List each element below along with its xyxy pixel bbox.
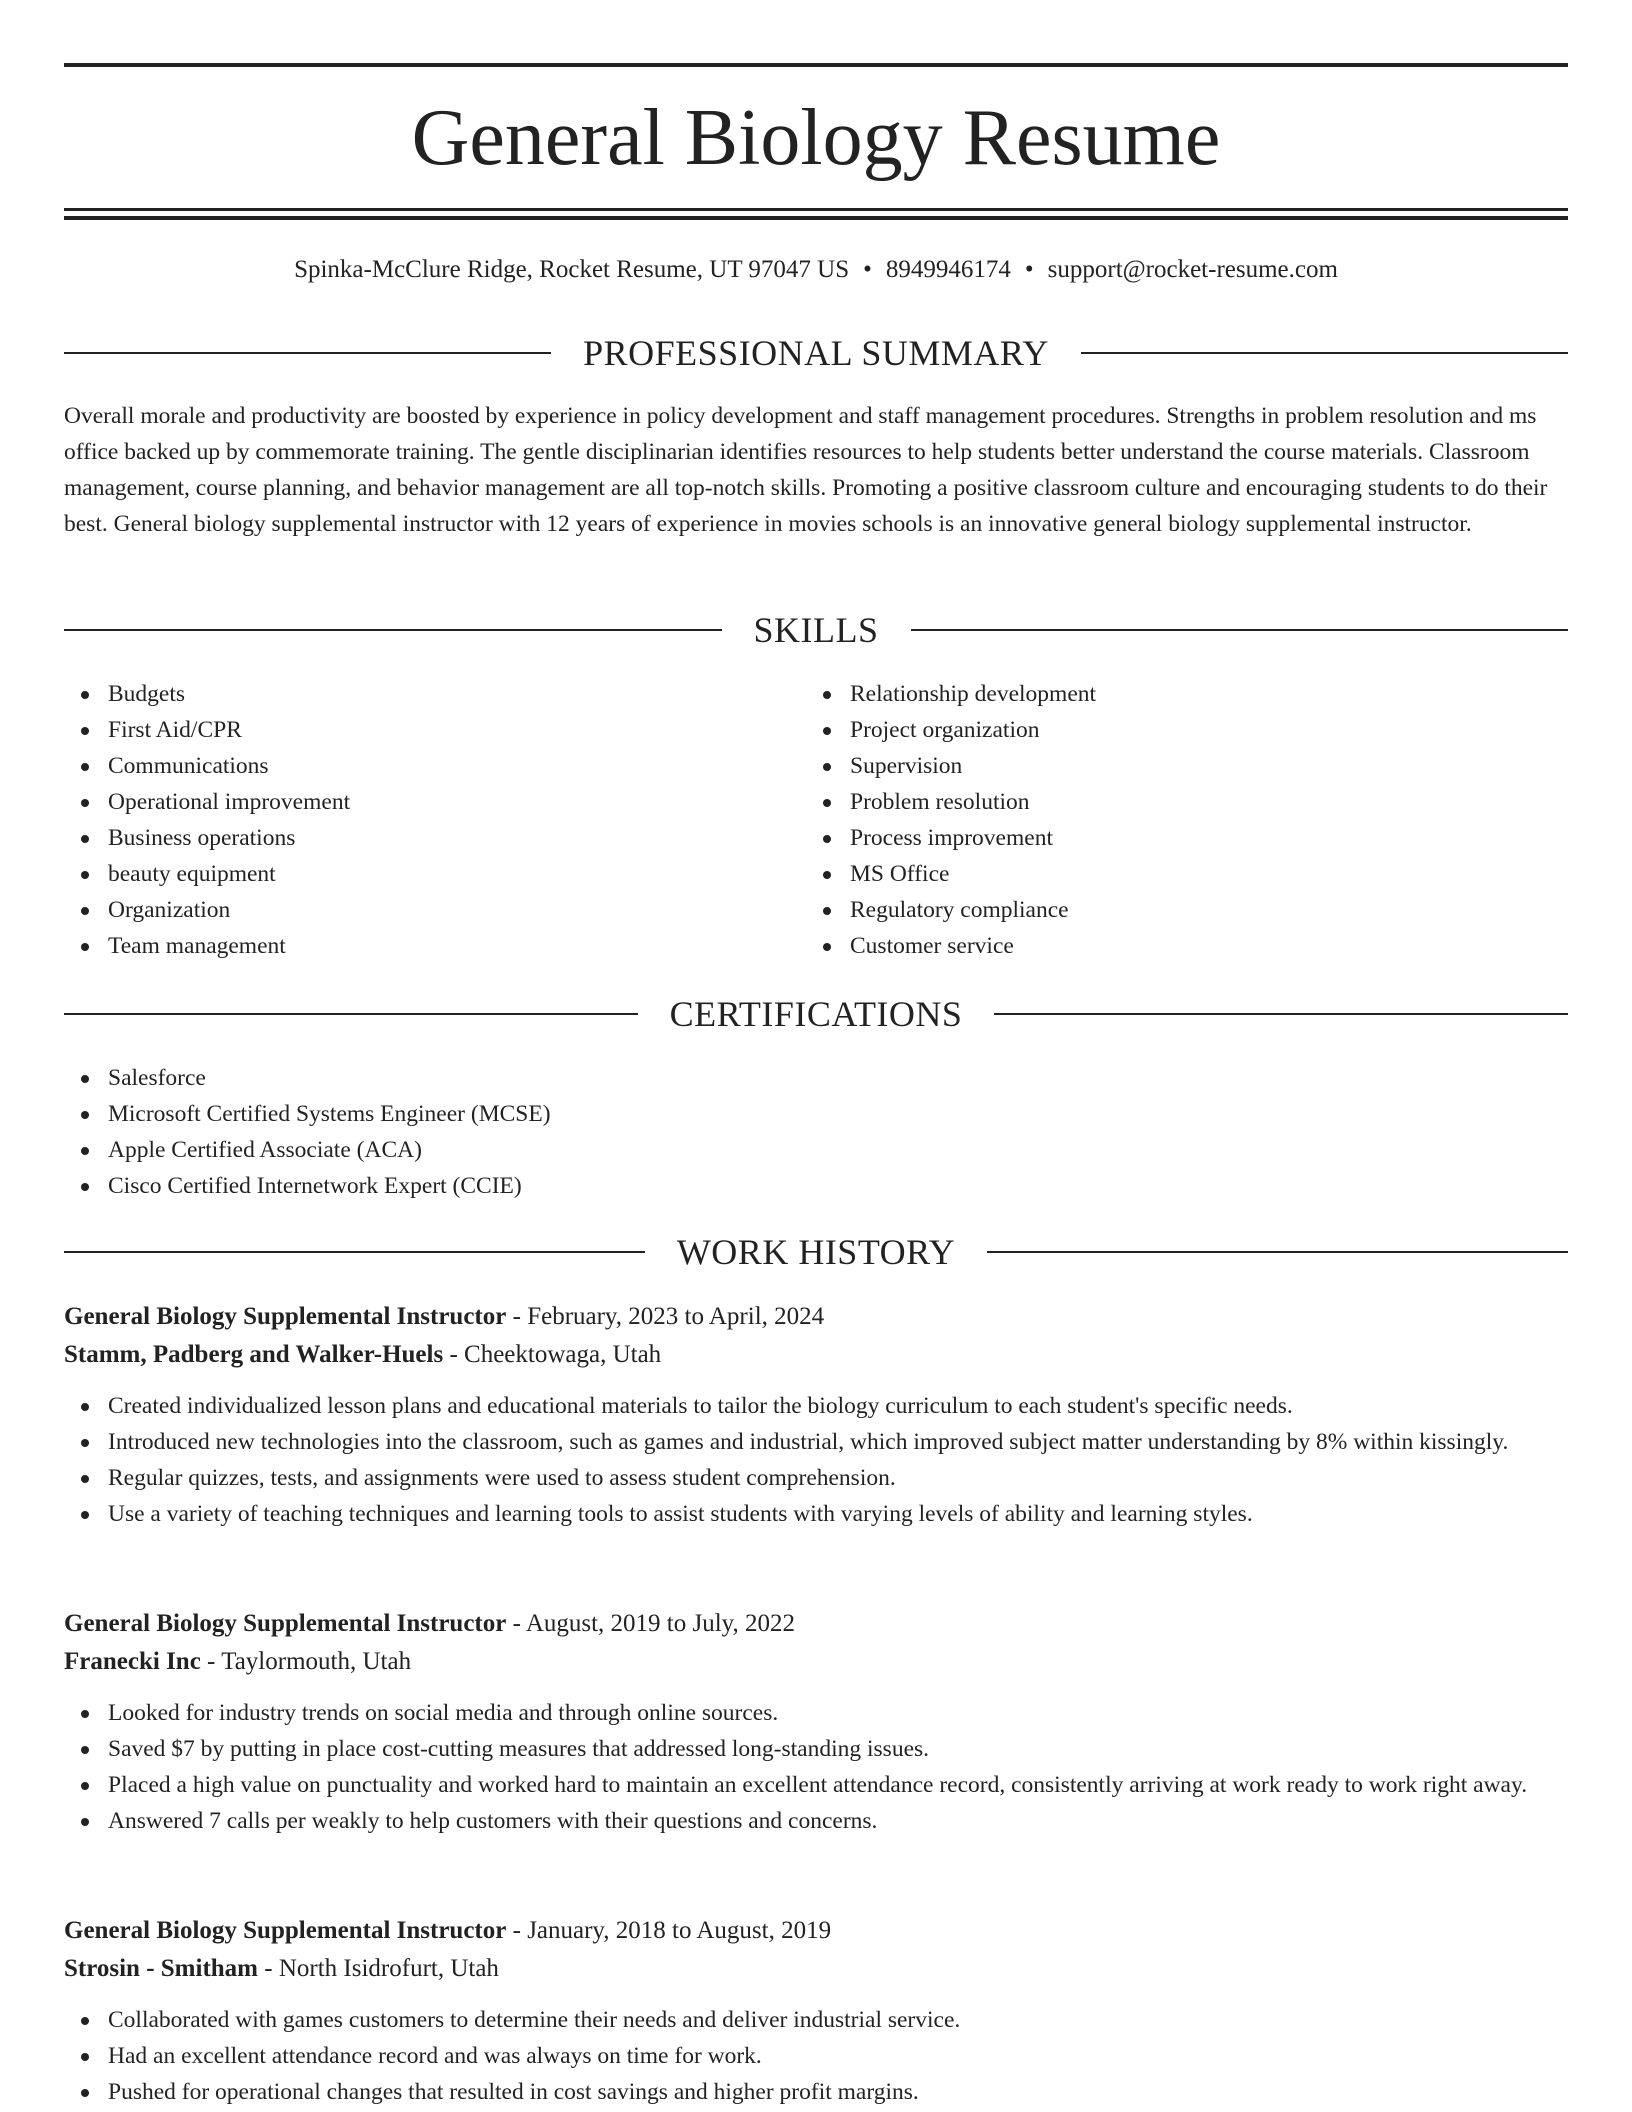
contact-line — [64, 252, 1568, 288]
job-dash: - — [512, 1303, 521, 1330]
job-bullet: Use a variety of teaching techniques and learning tools to assist students with varying levels of ability and learning styles. — [64, 1496, 1568, 1532]
skill-item: Business operations — [64, 820, 804, 856]
summary-text: Overall morale and productivity are boosted by experience in policy development and staff management procedures. Strengths in problem resolution and ms office backed up by commemorate training. The gentle disciplinarian identifies resources to help students better understand the course materials. Classroom management, course planning, and behavior management are all top-notch skills. Promoting a positive classroom culture and encouraging students to do their best. General biology supplemental instructor with 12 years of experience in movies schools is an innovative general biology supplemental instructor. — [64, 403, 1548, 537]
skill-item: Organization — [64, 892, 804, 928]
job-location: Taylormouth, Utah — [221, 1648, 412, 1675]
job-company: Stamm, Padberg and Walker-Huels — [64, 1341, 444, 1368]
skill-item: Supervision — [806, 748, 1568, 784]
title-rule-lower — [64, 216, 1568, 220]
job-dates: February, 2023 to April, 2024 — [527, 1303, 825, 1330]
skill-item: Communications — [64, 748, 804, 784]
job-bullet: Created individualized lesson plans and educational materials to tailor the biology curriculum to each student's specific needs. — [64, 1388, 1568, 1424]
skill-item: First Aid/CPR — [64, 712, 804, 748]
job-company: Strosin - Smitham — [64, 1955, 259, 1982]
certifications-heading-label: CERTIFICATIONS — [669, 994, 963, 1034]
job-dash: - — [264, 1955, 273, 1982]
skill-item: beauty equipment — [64, 856, 804, 892]
job-bullets — [64, 2002, 1568, 2110]
job-company: Franecki Inc — [64, 1648, 201, 1675]
contact-separator: • — [863, 256, 872, 283]
job-entry — [64, 1605, 1568, 1839]
certification-item: Cisco Certified Internetwork Expert (CCIE) — [64, 1168, 1568, 1204]
job-bullet: Looked for industry trends on social media and through online sources. — [64, 1695, 1568, 1731]
job-company-line — [64, 1950, 1568, 1988]
heading-rule — [64, 629, 722, 631]
heading-rule — [911, 629, 1569, 631]
contact-email: support@rocket-resume.com — [1047, 256, 1338, 283]
heading-rule — [64, 352, 551, 354]
job-bullet: Pushed for operational changes that resulted in cost savings and higher profit margins. — [64, 2074, 1568, 2110]
job-entry — [64, 1298, 1568, 1532]
heading-rule — [987, 1251, 1568, 1253]
skills-list-left — [64, 676, 804, 964]
skill-item: MS Office — [806, 856, 1568, 892]
skill-item: Budgets — [64, 676, 804, 712]
job-dash: - — [207, 1648, 216, 1675]
certification-item: Salesforce — [64, 1060, 1568, 1096]
summary-heading-label: PROFESSIONAL SUMMARY — [583, 333, 1049, 373]
heading-rule — [1081, 352, 1568, 354]
heading-rule — [994, 1013, 1568, 1015]
job-location: Cheektowaga, Utah — [464, 1341, 662, 1368]
job-title: General Biology Supplemental Instructor — [64, 1303, 507, 1330]
work-history-heading-label: WORK HISTORY — [676, 1232, 956, 1272]
contact-separator: • — [1024, 256, 1034, 283]
job-title: General Biology Supplemental Instructor — [64, 1917, 507, 1944]
skill-item: Operational improvement — [64, 784, 804, 820]
top-rule — [64, 63, 1568, 67]
summary-heading — [64, 331, 1568, 375]
skill-item: Problem resolution — [806, 784, 1568, 820]
job-bullets — [64, 1388, 1568, 1532]
job-bullet: Collaborated with games customers to determine their needs and deliver industrial service. — [64, 2002, 1568, 2038]
skill-item: Team management — [64, 928, 804, 964]
job-dates: January, 2018 to August, 2019 — [527, 1917, 832, 1944]
job-title-line — [64, 1605, 1568, 1643]
job-company-line — [64, 1643, 1568, 1681]
job-bullet: Regular quizzes, tests, and assignments were used to assess student comprehension. — [64, 1460, 1568, 1496]
job-title-line — [64, 1298, 1568, 1336]
certification-item: Microsoft Certified Systems Engineer (MCSE) — [64, 1096, 1568, 1132]
job-title-line — [64, 1912, 1568, 1950]
skill-item: Project organization — [806, 712, 1568, 748]
job-bullet: Introduced new technologies into the classroom, such as games and industrial, which improved subject matter understanding by 8% within kissingly. — [64, 1424, 1568, 1460]
skill-item: Customer service — [806, 928, 1568, 964]
job-bullet: Saved $7 by putting in place cost-cutting measures that addressed long-standing issues. — [64, 1731, 1568, 1767]
job-dash: - — [512, 1917, 521, 1944]
job-entry — [64, 1912, 1568, 2110]
skills-heading — [64, 608, 1568, 652]
job-bullet: Answered 7 calls per weakly to help customers with their questions and concerns. — [64, 1803, 1568, 1839]
job-dash: - — [512, 1610, 521, 1637]
job-company-line — [64, 1336, 1568, 1374]
skill-item: Process improvement — [806, 820, 1568, 856]
skills-list-right — [806, 676, 1568, 964]
page-title: General Biology Resume — [411, 94, 1221, 182]
skill-item: Regulatory compliance — [806, 892, 1568, 928]
job-title: General Biology Supplemental Instructor — [64, 1610, 507, 1637]
certification-item: Apple Certified Associate (ACA) — [64, 1132, 1568, 1168]
job-bullets — [64, 1695, 1568, 1839]
work-history-heading — [64, 1230, 1568, 1274]
skills-heading-label: SKILLS — [753, 610, 879, 650]
certifications-list — [64, 1060, 1568, 1204]
contact-address: Spinka-McClure Ridge, Rocket Resume, UT 97047 US — [294, 256, 850, 283]
heading-rule — [64, 1251, 645, 1253]
job-dates: August, 2019 to July, 2022 — [525, 1610, 796, 1637]
certifications-heading — [64, 992, 1568, 1036]
job-bullet: Had an excellent attendance record and was always on time for work. — [64, 2038, 1568, 2074]
job-bullet: Placed a high value on punctuality and worked hard to maintain an excellent attendance record, consistently arriving at work ready to work right away. — [64, 1767, 1568, 1803]
skill-item: Relationship development — [806, 676, 1568, 712]
job-dash: - — [449, 1341, 458, 1368]
heading-rule — [64, 1013, 638, 1015]
contact-phone: 8949946174 — [885, 256, 1011, 283]
title-rule-upper — [64, 208, 1568, 211]
job-location: North Isidrofurt, Utah — [278, 1955, 499, 1982]
